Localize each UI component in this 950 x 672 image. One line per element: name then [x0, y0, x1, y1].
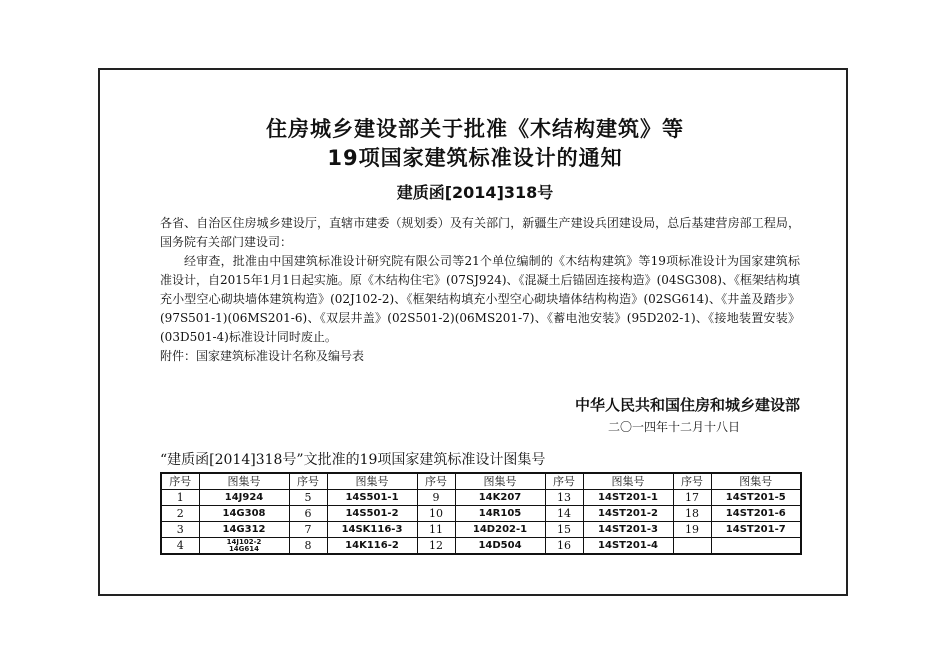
table-caption: “建质函[2014]318号”文批准的19项国家建筑标准设计图集号: [160, 452, 546, 468]
row-number: 17: [673, 490, 711, 506]
row-number: 10: [417, 506, 455, 522]
header-code: 图集号: [711, 473, 801, 490]
row-number: 12: [417, 538, 455, 555]
atlas-code: 14K207: [455, 490, 545, 506]
atlas-code-dual: [199, 538, 289, 555]
recipients-paragraph: 各省、自治区住房城乡建设厅，直辖市建委（规划委）及有关部门，新疆生产建设兵团建设局，总后基建营房部工程局，国务院有关部门建设司：: [160, 216, 800, 249]
row-number: 14: [545, 506, 583, 522]
atlas-code: 14R105: [455, 506, 545, 522]
atlas-code: 14D202-1: [455, 522, 545, 538]
row-number: 5: [289, 490, 327, 506]
header-code: 图集号: [327, 473, 417, 490]
atlas-code: 14ST201-5: [711, 490, 801, 506]
atlas-code: 14ST201-2: [583, 506, 673, 522]
atlas-code: 14SK116-3: [327, 522, 417, 538]
atlas-code: 14G312: [199, 522, 289, 538]
row-number: 2: [161, 506, 199, 522]
atlas-code: 14ST201-6: [711, 506, 801, 522]
row-number: 9: [417, 490, 455, 506]
document-number: 建质函[2014]318号: [396, 183, 554, 202]
atlas-code-line2: 14G614: [228, 544, 260, 553]
row-number: 6: [289, 506, 327, 522]
header-no: 序号: [289, 473, 327, 490]
table-row: [161, 522, 801, 538]
row-number: 1: [161, 490, 199, 506]
main-paragraph: 经审查，批准由中国建筑标准设计研究院有限公司等21个单位编制的《木结构建筑》等19项标准设计为国家建筑标准设计，自2015年1月1日起实施。原《木结构住宅》(07SJ924)、《混凝土后锚固连接构造》(04SG308)、《框架结构填充小型空心砌块墙体建筑构造》(02J102-2)、《框架结构填充小型空心砌块墙体结构构造》(02SG614)、《井盖及踏步》(97S501-1)(06MS201-6)、《双层井盖》(02S501-2)(06MS201-7)、《蓄电池安装》(95D202-1)、《接地装置安装》(03D501-4)标准设计同时废止。: [160, 254, 800, 344]
row-number: 3: [161, 522, 199, 538]
header-code: 图集号: [455, 473, 545, 490]
row-number: 11: [417, 522, 455, 538]
atlas-code: 14ST201-1: [583, 490, 673, 506]
issue-date: 二〇一四年十二月十八日: [607, 420, 740, 434]
header-code: 图集号: [199, 473, 289, 490]
header-no: 序号: [673, 473, 711, 490]
table-row: [161, 538, 801, 555]
issuing-organization: 中华人民共和国住房和城乡建设部: [574, 396, 800, 414]
atlas-code: [711, 538, 801, 555]
atlas-code: 14ST201-3: [583, 522, 673, 538]
row-number: [673, 538, 711, 555]
attachment-line: 附件：国家建筑标准设计名称及编号表: [160, 349, 365, 363]
atlas-code: 14J924: [199, 490, 289, 506]
table-row: [161, 490, 801, 506]
atlas-code: 14G308: [199, 506, 289, 522]
row-number: 7: [289, 522, 327, 538]
atlas-number-table: [160, 472, 802, 555]
atlas-code: 14ST201-7: [711, 522, 801, 538]
row-number: 16: [545, 538, 583, 555]
header-no: 序号: [545, 473, 583, 490]
row-number: 18: [673, 506, 711, 522]
table-header-row: [161, 473, 801, 490]
header-no: 序号: [417, 473, 455, 490]
row-number: 8: [289, 538, 327, 555]
header-code: 图集号: [583, 473, 673, 490]
notice-title-line1: 住房城乡建设部关于批准《木结构建筑》等: [266, 117, 684, 141]
atlas-code: 14D504: [455, 538, 545, 555]
header-no: 序号: [161, 473, 199, 490]
atlas-code: 14S501-2: [327, 506, 417, 522]
atlas-code: 14S501-1: [327, 490, 417, 506]
row-number: 4: [161, 538, 199, 555]
notice-title-line2: 19项国家建筑标准设计的通知: [327, 146, 623, 170]
atlas-code-line1: 14J102-2: [226, 537, 262, 546]
notice-body: [160, 214, 800, 366]
row-number: 13: [545, 490, 583, 506]
row-number: 15: [545, 522, 583, 538]
table-row: [161, 506, 801, 522]
row-number: 19: [673, 522, 711, 538]
atlas-code: 14K116-2: [327, 538, 417, 555]
atlas-code: 14ST201-4: [583, 538, 673, 555]
